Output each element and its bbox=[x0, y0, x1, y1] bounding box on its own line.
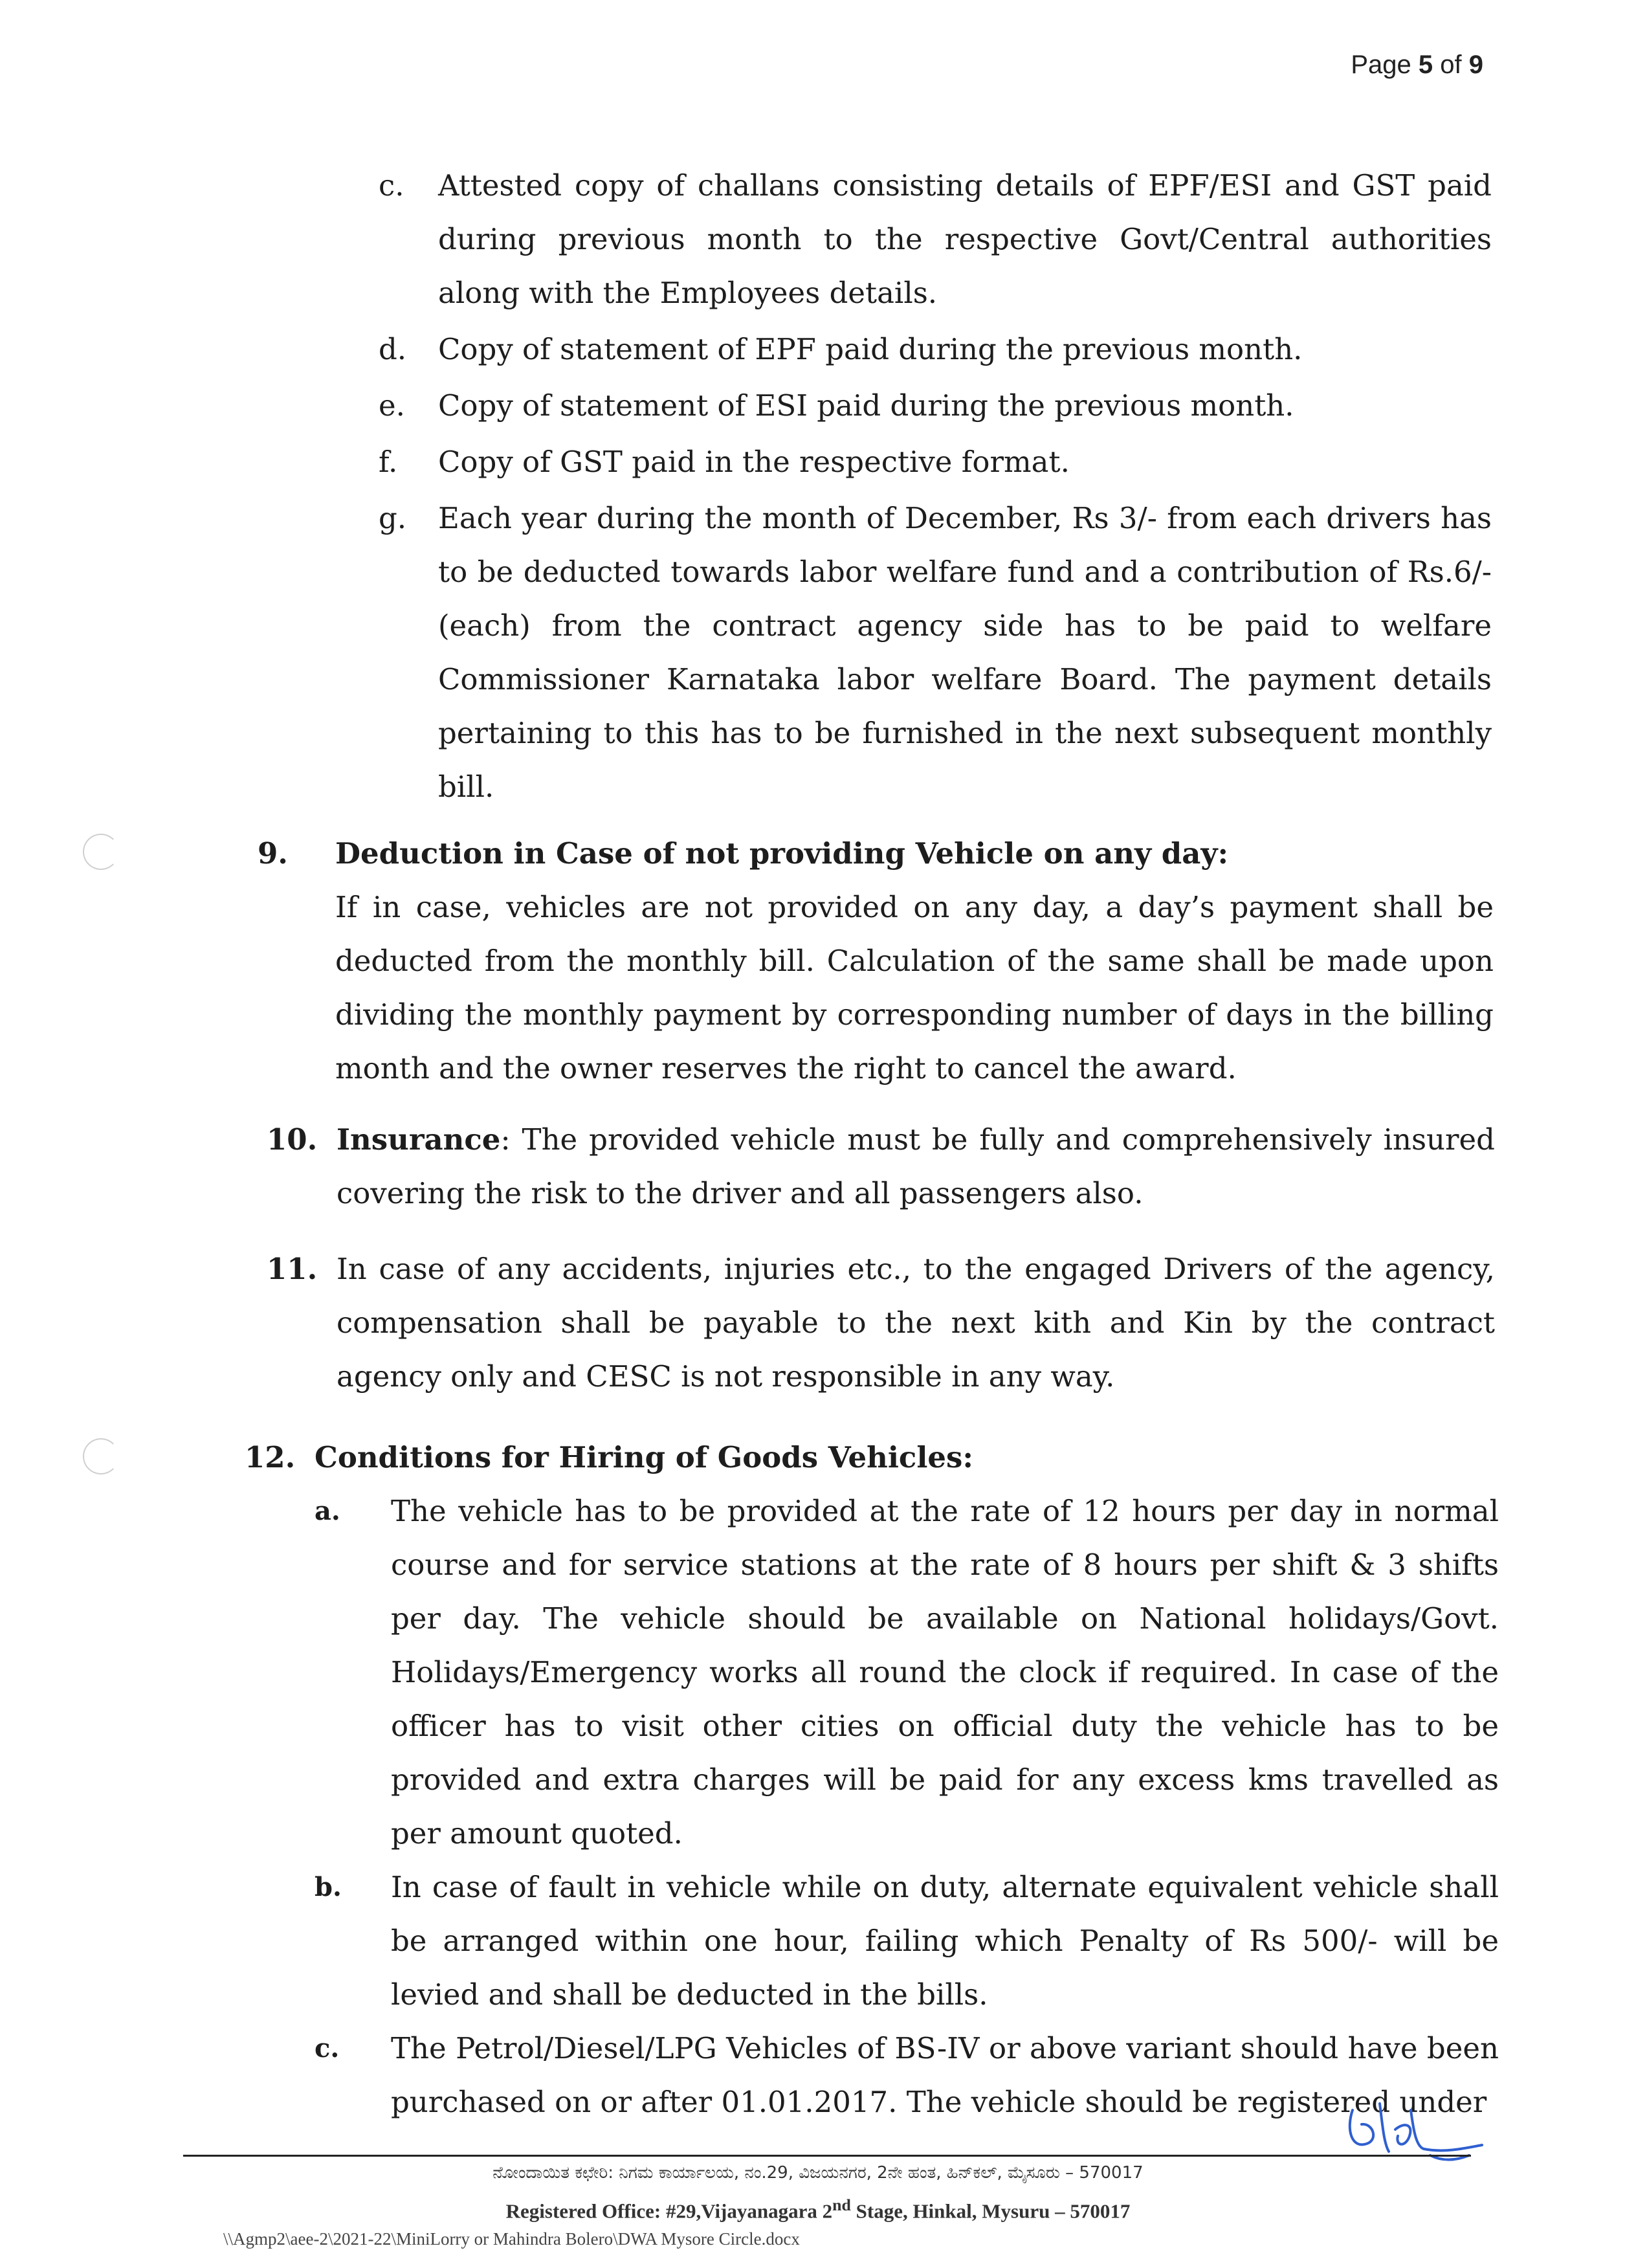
requirements-sublist bbox=[379, 159, 1492, 816]
section-heading: Deduction in Case of not providing Vehicle on any day: bbox=[335, 836, 1229, 871]
section-title: Insurance bbox=[337, 1122, 501, 1157]
sublist-item bbox=[379, 322, 1492, 376]
section-number: 12. bbox=[245, 1440, 296, 1474]
section-number: 9. bbox=[258, 836, 288, 871]
handwritten-signature bbox=[1333, 2084, 1488, 2175]
page-of: of bbox=[1433, 50, 1469, 79]
office-suffix: Stage, Hinkal, Mysuru – 570017 bbox=[850, 2199, 1131, 2223]
section-content bbox=[335, 827, 1494, 1095]
condition-item bbox=[315, 1860, 1499, 2021]
binder-hole-top bbox=[83, 834, 119, 870]
sublist-item bbox=[379, 379, 1492, 432]
conditions-list bbox=[315, 1484, 1499, 2129]
page-total: 9 bbox=[1468, 50, 1483, 79]
binder-hole-bottom bbox=[83, 1438, 119, 1474]
condition-text: In case of fault in vehicle while on duty, alternate equivalent vehicle shall be arranged within one hour, failing which Penalty of Rs 500/- will be levied and shall be deducted in the bills. bbox=[391, 1870, 1499, 2012]
sublist-marker: c. bbox=[379, 168, 404, 203]
sublist-text: Copy of statement of ESI paid during the previous month. bbox=[438, 388, 1294, 423]
footer-divider bbox=[183, 2155, 1471, 2157]
sublist-item bbox=[379, 491, 1492, 814]
section-body: : The provided vehicle must be fully and comprehensively insured covering the risk to the driver and all passengers also. bbox=[337, 1122, 1495, 1210]
condition-marker: a. bbox=[315, 1496, 340, 1526]
condition-text: The vehicle has to be provided at the rate of 12 hours per day in normal course and for service stations at the rate of 8 hours per shift & 3 shifts per day. The vehicle should be available on National holidays/Govt. Holidays/Emergency works all round the clock if required. In case of the officer has to visit other cities on official duty the vehicle has to be provided and extra charges will be paid for any excess kms travelled as per amount quoted. bbox=[391, 1494, 1499, 1851]
page-number bbox=[1351, 50, 1483, 80]
sublist-item bbox=[379, 435, 1492, 489]
section-content bbox=[337, 1113, 1495, 1220]
condition-text: The Petrol/Diesel/LPG Vehicles of BS-IV or above variant should have been purchased on or after 01.01.2017. The vehicle should be registered under bbox=[391, 2031, 1499, 2119]
sublist-item bbox=[379, 159, 1492, 320]
condition-marker: b. bbox=[315, 1872, 342, 1902]
footer-office-kannada: ನೋಂದಾಯಿತ ಕಛೇರಿ: ನಿಗಮ ಕಾರ್ಯಾಲಯ, ನಂ.29, ವಿಜಯನಗರ, 2ನೇ ಹಂತ, ಹಿನ್‌ಕಲ್, ಮೈಸೂರು – 570017 bbox=[492, 2163, 1144, 2183]
section-number: 11. bbox=[267, 1252, 318, 1286]
section-body: If in case, vehicles are not provided on any day, a day’s payment shall be deducted from the monthly bill. Calculation of the same shall be made upon dividing the monthly payment by corresponding number of days in the billing month and the owner reserves the right to cancel the award. bbox=[335, 890, 1494, 1085]
section-content bbox=[315, 1430, 1499, 2129]
footer-file-path: \\Agmp2\aee-2\2021-22\MiniLorry or Mahindra Bolero\DWA Mysore Circle.docx bbox=[223, 2229, 800, 2249]
section-heading: Conditions for Hiring of Goods Vehicles: bbox=[315, 1440, 973, 1474]
page-prefix: Page bbox=[1351, 50, 1419, 79]
sublist-marker: f. bbox=[379, 445, 398, 479]
sublist-text: Copy of GST paid in the respective format. bbox=[438, 445, 1070, 479]
page-current: 5 bbox=[1418, 50, 1433, 79]
sublist-text: Attested copy of challans consisting details of EPF/ESI and GST paid during previous month to the respective Govt/Central authorities along with the Employees details. bbox=[438, 168, 1492, 310]
sublist-text: Copy of statement of EPF paid during the previous month. bbox=[438, 332, 1303, 366]
sublist-text: Each year during the month of December, Rs 3/- from each drivers has to be deducted towards labor welfare fund and a contribution of Rs.6/- (each) from the contract agency side has to be paid to welfare Commissioner Karnataka labor welfare Board. The payment details pertaining to this has to be furnished in the next subsequent monthly bill. bbox=[438, 501, 1492, 804]
condition-marker: c. bbox=[315, 2033, 340, 2063]
sublist-marker: e. bbox=[379, 388, 405, 423]
sublist-marker: d. bbox=[379, 332, 407, 366]
condition-item bbox=[315, 1484, 1499, 1860]
section-number: 10. bbox=[267, 1122, 318, 1157]
section-body: In case of any accidents, injuries etc., to the engaged Drivers of the agency, compensation shall be payable to the next kith and Kin by the contract agency only and CESC is not responsible in any way. bbox=[337, 1252, 1495, 1394]
office-prefix: Registered Office: #29,Vijayanagara 2 bbox=[505, 2199, 833, 2223]
office-sup: nd bbox=[832, 2196, 851, 2214]
condition-item bbox=[315, 2021, 1499, 2129]
sublist-marker: g. bbox=[379, 501, 407, 535]
footer-registered-office bbox=[0, 2196, 1636, 2223]
